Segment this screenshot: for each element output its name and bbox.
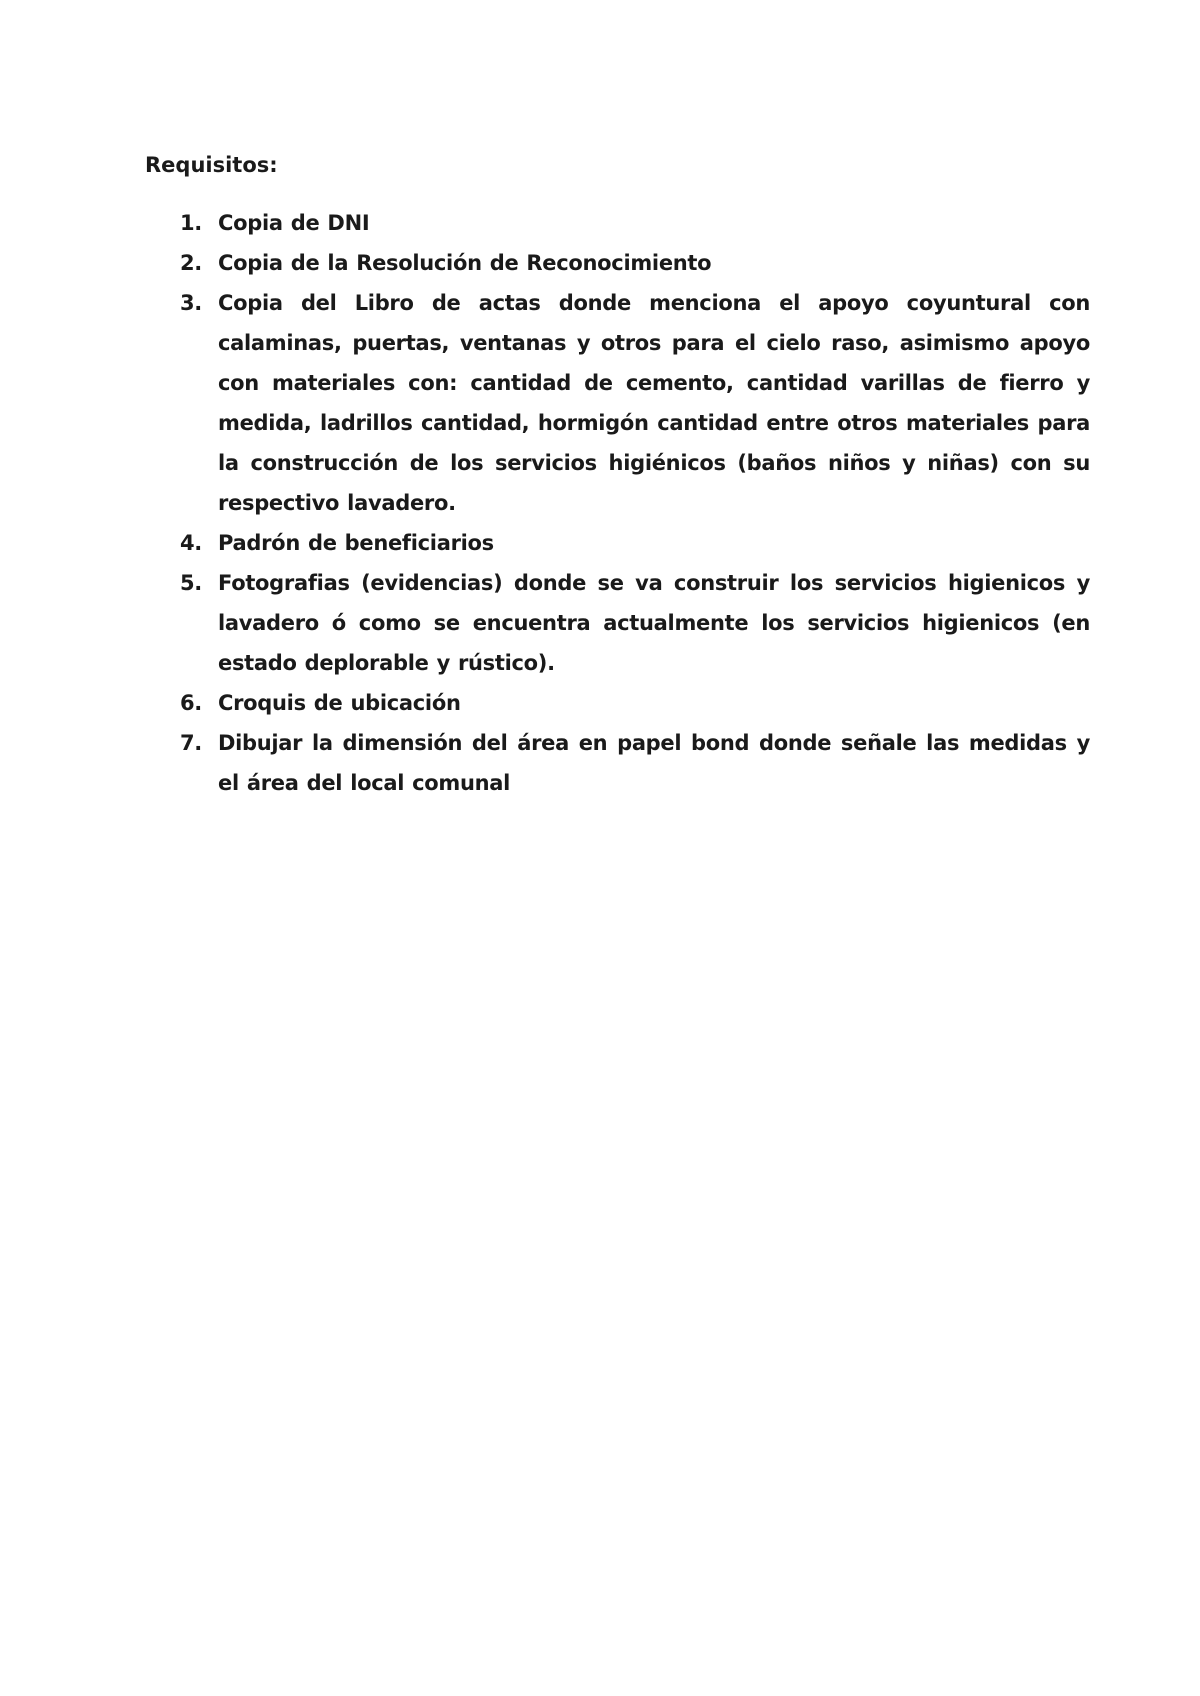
list-item-number: 4. [180, 531, 202, 555]
requirements-list [145, 203, 1090, 803]
list-item-text: Copia del Libro de actas donde menciona el apoyo coyuntural con calaminas, puertas, ventanas y otros para el cielo raso, asimismo apoyo con materiales con: cantidad de cemento, cantidad varillas de fierro y medida, ladrillos cantidad, hormigón cantidad entre otros materiales para la construcción de los servicios higiénicos (baños niños y niñas) con su respectivo lavadero. [218, 291, 1090, 515]
list-item-number: 3. [180, 291, 202, 315]
list-item-number: 1. [180, 211, 202, 235]
list-item-number: 5. [180, 571, 202, 595]
list-item-text: Croquis de ubicación [218, 691, 461, 715]
list-item-number: 7. [180, 731, 202, 755]
list-item-number: 2. [180, 251, 202, 275]
list-item [145, 283, 1090, 523]
document-content [145, 145, 1090, 803]
list-item [145, 523, 1090, 563]
list-item [145, 723, 1090, 803]
list-item-text: Dibujar la dimensión del área en papel bond donde señale las medidas y el área del local comunal [218, 731, 1090, 795]
list-item [145, 683, 1090, 723]
requirements-heading: Requisitos: [145, 153, 278, 177]
list-item-number: 6. [180, 691, 202, 715]
list-item-text: Padrón de beneficiarios [218, 531, 494, 555]
list-item [145, 203, 1090, 243]
list-item-text: Copia de la Resolución de Reconocimiento [218, 251, 712, 275]
list-item [145, 563, 1090, 683]
list-item-text: Fotografias (evidencias) donde se va construir los servicios higienicos y lavadero ó como se encuentra actualmente los servicios higienicos (en estado deplorable y rústico). [218, 571, 1090, 675]
list-item [145, 243, 1090, 283]
list-item-text: Copia de DNI [218, 211, 370, 235]
